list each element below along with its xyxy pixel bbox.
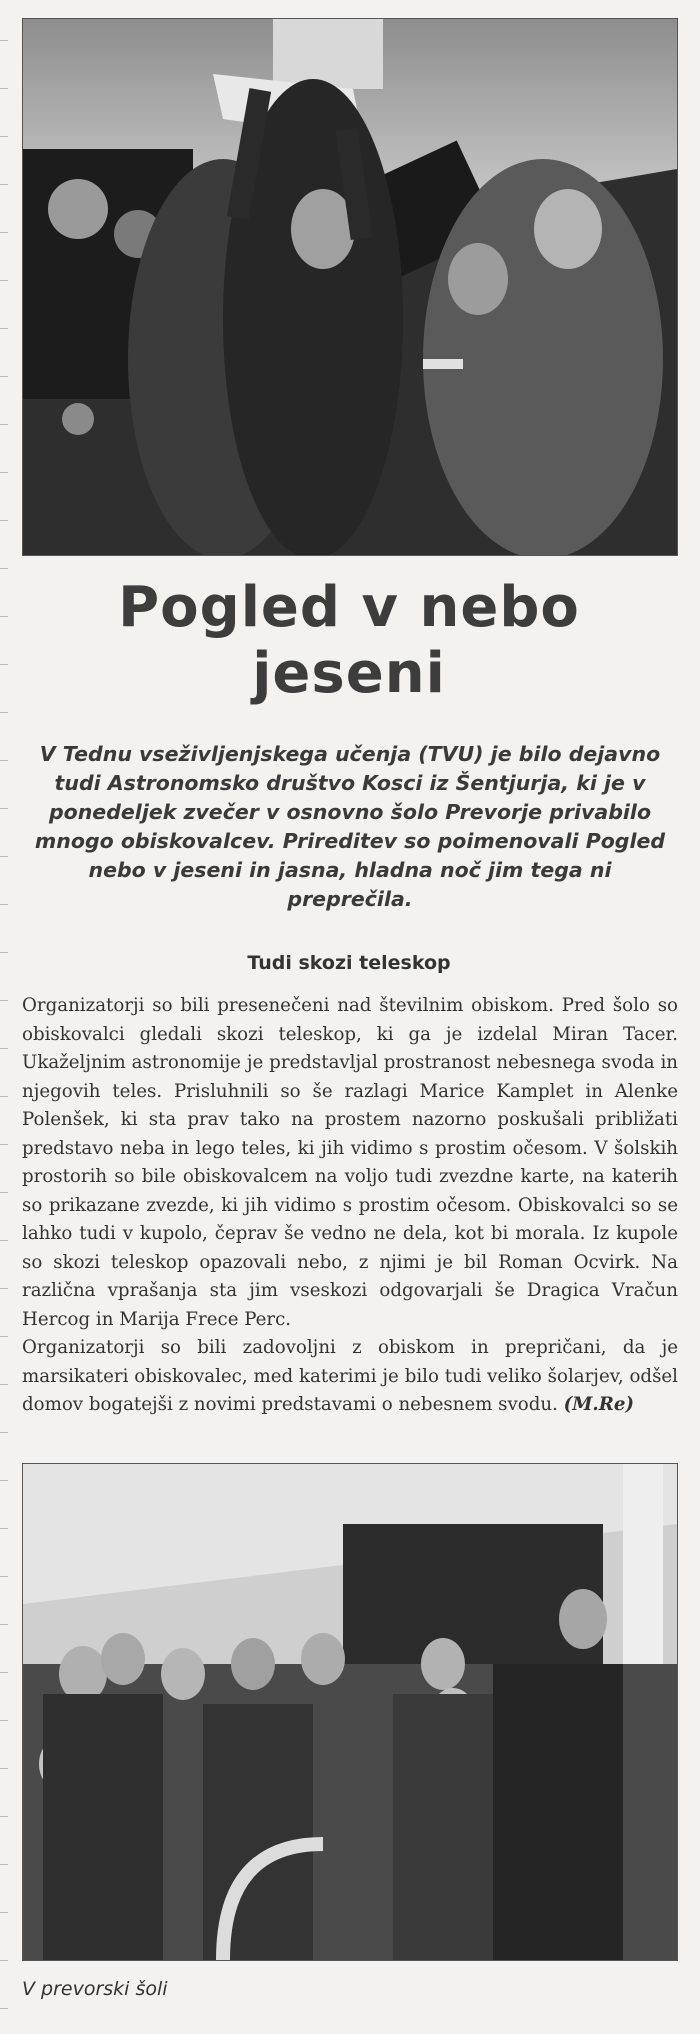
top-photo xyxy=(22,18,678,556)
bottom-photo xyxy=(22,1463,678,1961)
author-signature: (M.Re) xyxy=(563,1394,635,1415)
body-paragraph-1: Organizatorji so bili presenečeni nad številnim obiskom. Pred šolo so obiskovalci gledali skozi teleskop, ki ga je izdelal Miran Tacer. Ukaželjnim astronomije je predstavljal prostranost nebesnega svoda in njegovih teles. Prisluhnili so še razlagi Marice Kamplet in Alenke Polenšek, ki sta prav tako na prostem nazorno poskušali približati predstavo neba in lego teles, ki jih vidimo s prostim očesom. V šolskih prostorih so bile obiskovalcem na voljo tudi zvezdne karte, na katerih so prikazane zvezde, ki jih vidimo s prostim očesom. Obiskovalci so se lahko tudi v kupolo, čeprav še vedno ne dela, kot bi morala. Iz kupole so skozi teleskop opazovali nebo, z njimi je bil Roman Ocvirk. Na različna vprašanja sta jim vseskozi odgovarjali še Dragica Vračun Hercog in Marija Frece Perc. xyxy=(22,995,678,1330)
title-line-2: jeseni xyxy=(252,641,446,706)
body-paragraph-2 xyxy=(22,1334,678,1420)
article-body xyxy=(22,992,678,1420)
article-subheading: Tudi skozi teleskop xyxy=(247,952,451,974)
body-paragraph-2-text: Organizatorji so bili zadovoljni z obiskom in prepričani, da je marsikateri obiskovalec, med katerimi je bilo tudi veliko šolarjev, odšel domov bogatejši z novimi predstavami o nebesnem svodu. xyxy=(22,1337,678,1415)
page-margin-marks xyxy=(0,0,10,2034)
title-line-1: Pogled v nebo xyxy=(118,575,580,640)
article-title xyxy=(22,575,676,707)
photo-caption: V prevorski šoli xyxy=(22,1978,168,2000)
article-lead: V Tednu vseživljenjskega učenja (TVU) je bilo dejavno tudi Astronomsko društvo Kosci iz Šentjurja, ki je v ponedeljek zvečer v osnovno šolo Prevorje privabilo mnogo obiskovalcev. Prireditev so poimenovali Pogled nebo v jeseni in jasna, hladna noč jim tega ni preprečila. xyxy=(34,742,666,911)
